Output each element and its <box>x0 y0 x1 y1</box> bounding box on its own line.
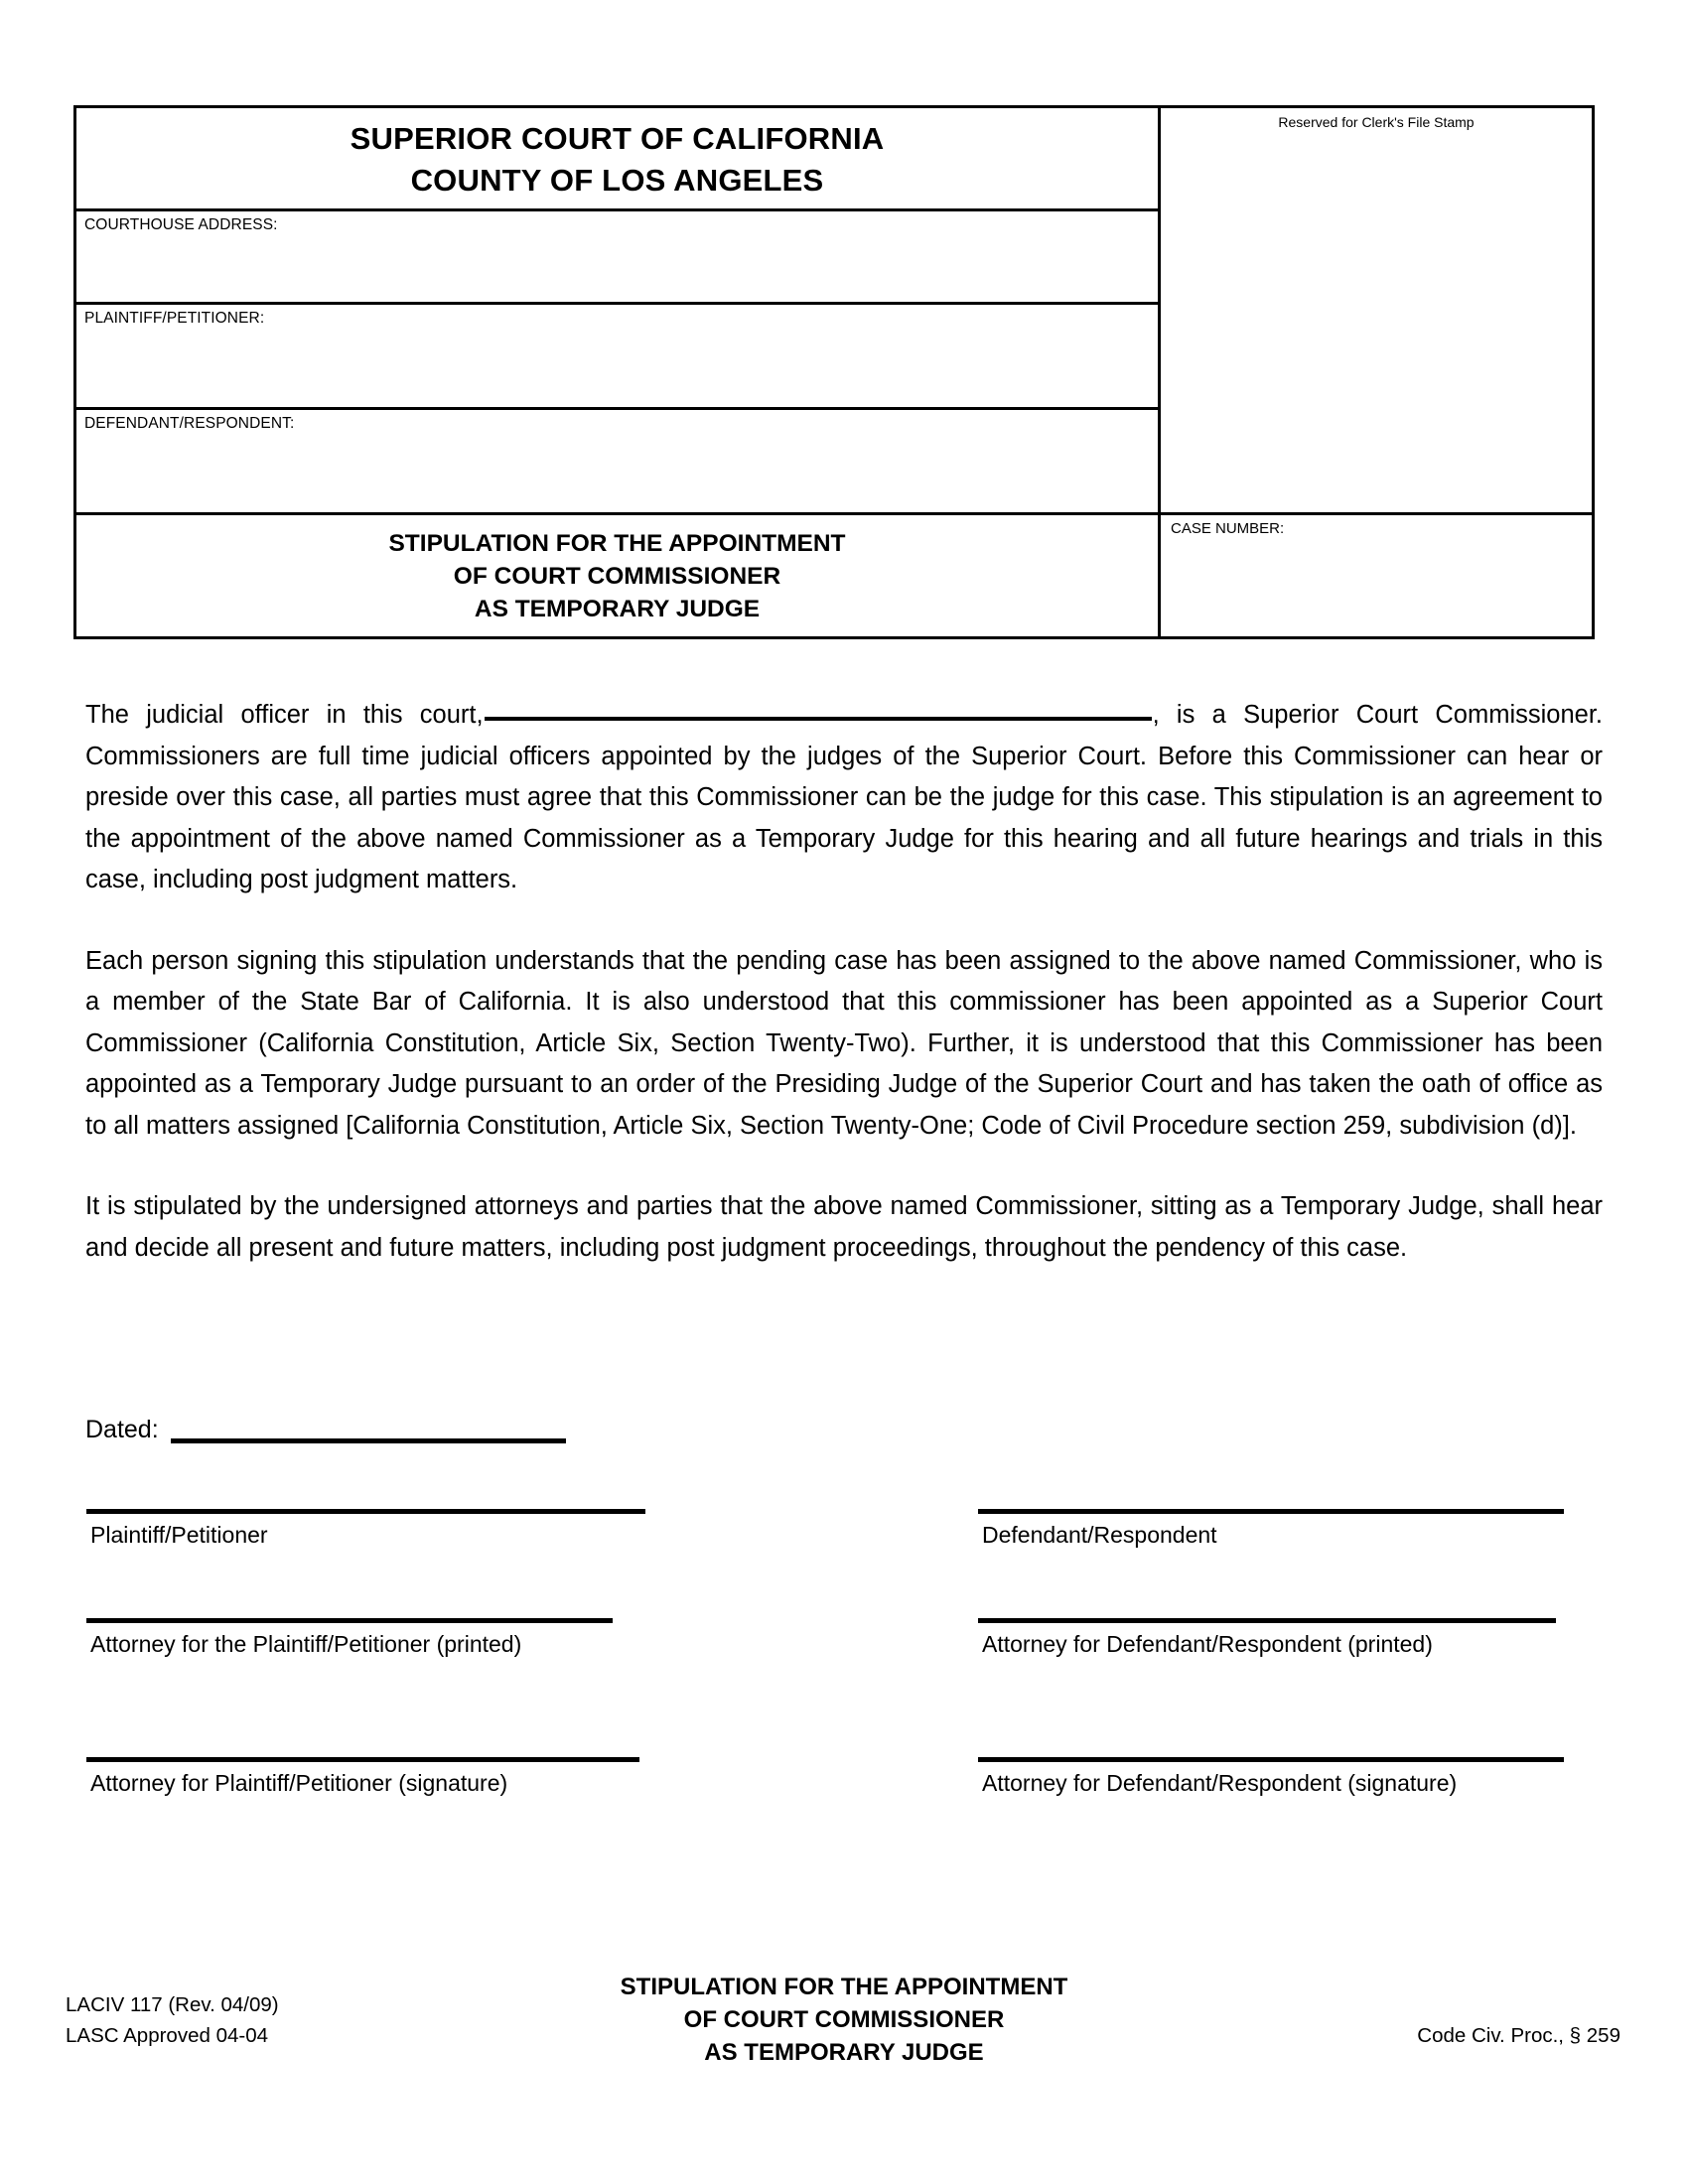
page-footer <box>0 1971 1688 2100</box>
footer-form-number: LACIV 117 (Rev. 04/09) <box>66 1993 279 2016</box>
courthouse-address-label: COURTHOUSE ADDRESS: <box>84 216 278 233</box>
clerk-file-stamp-label: Reserved for Clerk's File Stamp <box>1278 114 1475 130</box>
plaintiff-petitioner-label: PLAINTIFF/PETITIONER: <box>84 310 265 327</box>
clerk-file-stamp-box <box>1161 108 1592 515</box>
caption-right-column <box>1161 108 1592 636</box>
paragraph-1 <box>85 695 1603 901</box>
paragraph-3: It is stipulated by the undersigned attorneys and parties that the above named Commissioner, sitting as a Temporary Judge, shall hear and decide all present and future matters, including post judgment proceedings, throughout the pendency of this case. <box>85 1192 1603 1262</box>
caption-left-column <box>76 108 1161 636</box>
case-number-field[interactable] <box>1161 515 1592 636</box>
court-name-line-1: SUPERIOR COURT OF CALIFORNIA <box>350 120 885 156</box>
document-title-cell <box>76 515 1158 636</box>
attorney-defendant-printed-caption: Attorney for Defendant/Respondent (printed) <box>982 1631 1433 1657</box>
footer-code-citation: Code Civ. Proc., § 259 <box>1417 2024 1620 2047</box>
paragraph-1-suffix: , is a Superior Court Commissioner. Commissioners are full time judicial officers appointed by the judges of the Superior Court. Before this Commissioner can hear or preside over this case, all parties must agree that this Commissioner can be the judge for this case. This stipulation is an agreement to the appointment of the above named Commissioner as a Temporary Judge for this hearing and all future hearings and trials in this case, including post judgment matters. <box>85 701 1603 893</box>
paragraph-2: Each person signing this stipulation understands that the pending case has been assigned to the above named Commissioner, who is a member of the State Bar of California. It is also understood that this commissioner has been appointed as a Superior Court Commissioner (California Constitution, Article Six, Section Twenty-Two). Further, it is understood that this Commissioner has been appointed as a Temporary Judge pursuant to an order of the Presiding Judge of the Superior Court and has taken the oath of office as to all matters assigned [California Constitution, Article Six, Section Twenty-One; Code of Civil Procedure section 259, subdivision (d)]. <box>85 946 1603 1140</box>
footer-title-line-2: OF COURT COMMISSIONER <box>683 2006 1005 2033</box>
dated-blank-line[interactable] <box>171 1415 566 1443</box>
footer-title-line-3: AS TEMPORARY JUDGE <box>704 2039 984 2066</box>
courthouse-address-field[interactable] <box>76 211 1158 305</box>
plaintiff-signature-caption: Plaintiff/Petitioner <box>90 1522 268 1548</box>
dated-label: Dated: <box>85 1416 159 1443</box>
attorney-plaintiff-printed-caption: Attorney for the Plaintiff/Petitioner (printed) <box>90 1631 522 1657</box>
attorney-defendant-signature-caption: Attorney for Defendant/Respondent (signature) <box>982 1770 1458 1796</box>
signature-block-attorney-defendant-printed <box>978 1618 1556 1659</box>
document-title-line-2: OF COURT COMMISSIONER <box>453 562 781 590</box>
defendant-respondent-label: DEFENDANT/RESPONDENT: <box>84 415 295 432</box>
signature-block-attorney-defendant-signature <box>978 1757 1564 1798</box>
defendant-signature-caption: Defendant/Respondent <box>982 1522 1217 1548</box>
document-title-line-1: STIPULATION FOR THE APPOINTMENT <box>388 529 846 557</box>
footer-title-line-1: STIPULATION FOR THE APPOINTMENT <box>620 1974 1068 2000</box>
footer-approved: LASC Approved 04-04 <box>66 2024 268 2047</box>
defendant-respondent-field[interactable] <box>76 410 1158 515</box>
signature-block-attorney-plaintiff-printed <box>86 1618 613 1659</box>
signature-block-plaintiff <box>86 1509 645 1550</box>
signature-block-defendant <box>978 1509 1564 1550</box>
case-number-label: CASE NUMBER: <box>1171 520 1285 537</box>
plaintiff-petitioner-field[interactable] <box>76 305 1158 410</box>
dated-row <box>85 1415 566 1443</box>
signature-block-attorney-plaintiff-signature <box>86 1757 639 1798</box>
court-name-cell <box>76 108 1158 211</box>
caption-table <box>73 105 1595 639</box>
body-text <box>85 695 1603 1269</box>
court-name-line-2: COUNTY OF LOS ANGELES <box>410 162 824 198</box>
commissioner-name-blank[interactable] <box>485 695 1152 721</box>
paragraph-1-prefix: The judicial officer in this court, <box>85 701 484 729</box>
document-title-line-3: AS TEMPORARY JUDGE <box>474 595 761 622</box>
attorney-plaintiff-signature-caption: Attorney for Plaintiff/Petitioner (signature) <box>90 1770 508 1796</box>
